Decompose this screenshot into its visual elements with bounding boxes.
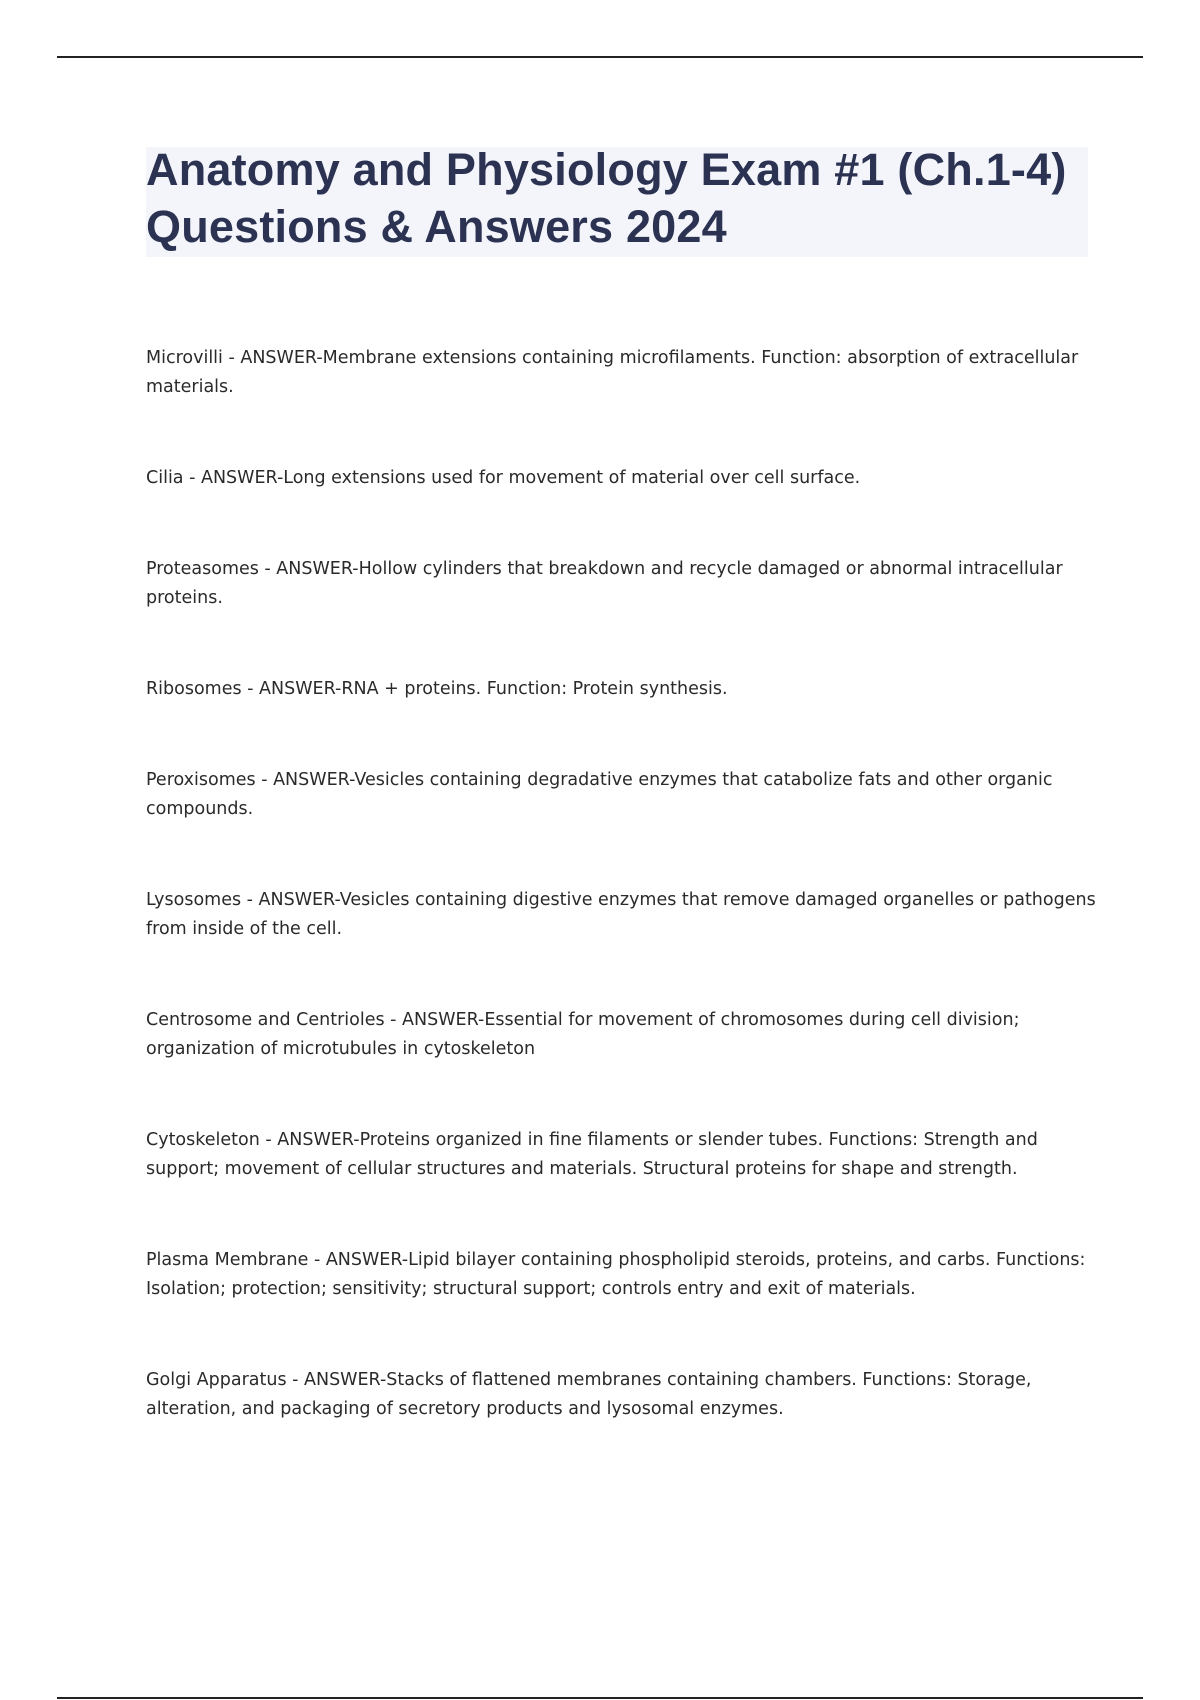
bottom-rule <box>57 1697 1143 1699</box>
qa-item: Ribosomes - ANSWER-RNA + proteins. Function: Protein synthesis. <box>146 679 728 699</box>
qa-item: Plasma Membrane - ANSWER-Lipid bilayer containing phospholipid steroids, proteins, and carbs. Functions: Isolation; protection; sensitivity; structural support; controls entry and exit of materials. <box>146 1250 1086 1299</box>
qa-item: Peroxisomes - ANSWER-Vesicles containing degradative enzymes that catabolize fats and other organic compounds. <box>146 770 1053 819</box>
qa-item: Cilia - ANSWER-Long extensions used for movement of material over cell surface. <box>146 468 861 488</box>
qa-item: Proteasomes - ANSWER-Hollow cylinders that breakdown and recycle damaged or abnormal intracellular proteins. <box>146 559 1063 608</box>
qa-list <box>146 344 1106 1486</box>
qa-item: Microvilli - ANSWER-Membrane extensions containing microfilaments. Function: absorption of extracellular materials. <box>146 348 1079 397</box>
top-rule <box>57 56 1143 58</box>
page-title: Anatomy and Physiology Exam #1 (Ch.1-4) Questions & Answers 2024 <box>146 144 1067 252</box>
qa-item: Centrosome and Centrioles - ANSWER-Essential for movement of chromosomes during cell division; organization of microtubules in cytoskeleton <box>146 1010 1020 1059</box>
qa-item: Lysosomes - ANSWER-Vesicles containing digestive enzymes that remove damaged organelles or pathogens from inside of the cell. <box>146 890 1096 939</box>
qa-item: Cytoskeleton - ANSWER-Proteins organized in fine filaments or slender tubes. Functions: Strength and support; movement of cellular structures and materials. Structural proteins for shape and strength. <box>146 1130 1038 1179</box>
qa-item: Golgi Apparatus - ANSWER-Stacks of flattened membranes containing chambers. Functions: Storage, alteration, and packaging of secretory products and lysosomal enzymes. <box>146 1370 1032 1419</box>
